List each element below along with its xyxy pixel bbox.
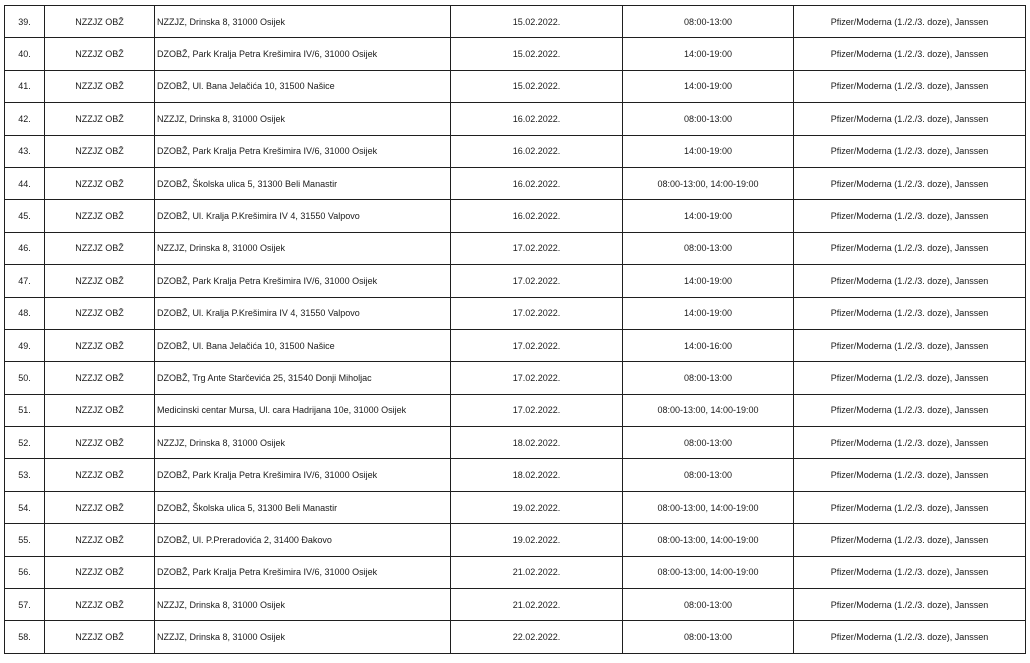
location-cell: DZOBŽ, Park Kralja Petra Krešimira IV/6, 31000 Osijek: [155, 38, 451, 70]
date-cell: 16.02.2022.: [451, 167, 623, 199]
time-cell: 14:00-19:00: [623, 135, 794, 167]
row-number: 46.: [5, 232, 45, 264]
vaccine-cell: Pfizer/Moderna (1./2./3. doze), Janssen: [794, 491, 1026, 523]
date-cell: 15.02.2022.: [451, 70, 623, 102]
time-cell: 14:00-19:00: [623, 38, 794, 70]
row-number: 41.: [5, 70, 45, 102]
location-cell: DZOBŽ, Park Kralja Petra Krešimira IV/6, 31000 Osijek: [155, 459, 451, 491]
vaccine-cell: Pfizer/Moderna (1./2./3. doze), Janssen: [794, 6, 1026, 38]
organization-cell: NZZJZ OBŽ: [45, 329, 155, 361]
location-cell: DZOBŽ, Ul. Bana Jelačića 10, 31500 Našice: [155, 70, 451, 102]
row-number: 47.: [5, 265, 45, 297]
time-cell: 08:00-13:00: [623, 459, 794, 491]
time-cell: 14:00-19:00: [623, 297, 794, 329]
date-cell: 17.02.2022.: [451, 232, 623, 264]
row-number: 45.: [5, 200, 45, 232]
date-cell: 16.02.2022.: [451, 103, 623, 135]
table-row: [5, 167, 1026, 199]
time-cell: 08:00-13:00: [623, 232, 794, 264]
time-cell: 14:00-16:00: [623, 329, 794, 361]
organization-cell: NZZJZ OBŽ: [45, 621, 155, 653]
location-cell: DZOBŽ, Školska ulica 5, 31300 Beli Manastir: [155, 167, 451, 199]
date-cell: 16.02.2022.: [451, 200, 623, 232]
location-cell: DZOBŽ, Ul. Kralja P.Krešimira IV 4, 31550 Valpovo: [155, 297, 451, 329]
organization-cell: NZZJZ OBŽ: [45, 232, 155, 264]
table-row: [5, 265, 1026, 297]
date-cell: 17.02.2022.: [451, 297, 623, 329]
organization-cell: NZZJZ OBŽ: [45, 200, 155, 232]
time-cell: 08:00-13:00: [623, 427, 794, 459]
time-cell: 14:00-19:00: [623, 70, 794, 102]
row-number: 55.: [5, 524, 45, 556]
date-cell: 21.02.2022.: [451, 556, 623, 588]
time-cell: 08:00-13:00, 14:00-19:00: [623, 491, 794, 523]
vaccine-cell: Pfizer/Moderna (1./2./3. doze), Janssen: [794, 232, 1026, 264]
time-cell: 08:00-13:00, 14:00-19:00: [623, 556, 794, 588]
vaccine-cell: Pfizer/Moderna (1./2./3. doze), Janssen: [794, 200, 1026, 232]
organization-cell: NZZJZ OBŽ: [45, 459, 155, 491]
date-cell: 18.02.2022.: [451, 459, 623, 491]
table-row: [5, 621, 1026, 653]
organization-cell: NZZJZ OBŽ: [45, 427, 155, 459]
table-row: [5, 135, 1026, 167]
organization-cell: NZZJZ OBŽ: [45, 103, 155, 135]
row-number: 43.: [5, 135, 45, 167]
date-cell: 15.02.2022.: [451, 38, 623, 70]
vaccination-schedule-table: [4, 5, 1026, 654]
time-cell: 08:00-13:00, 14:00-19:00: [623, 524, 794, 556]
location-cell: DZOBŽ, Školska ulica 5, 31300 Beli Manastir: [155, 491, 451, 523]
row-number: 40.: [5, 38, 45, 70]
organization-cell: NZZJZ OBŽ: [45, 394, 155, 426]
time-cell: 08:00-13:00: [623, 362, 794, 394]
date-cell: 18.02.2022.: [451, 427, 623, 459]
date-cell: 17.02.2022.: [451, 265, 623, 297]
date-cell: 17.02.2022.: [451, 362, 623, 394]
location-cell: NZZJZ, Drinska 8, 31000 Osijek: [155, 6, 451, 38]
vaccine-cell: Pfizer/Moderna (1./2./3. doze), Janssen: [794, 265, 1026, 297]
organization-cell: NZZJZ OBŽ: [45, 135, 155, 167]
vaccine-cell: Pfizer/Moderna (1./2./3. doze), Janssen: [794, 459, 1026, 491]
table-row: [5, 70, 1026, 102]
time-cell: 08:00-13:00: [623, 621, 794, 653]
organization-cell: NZZJZ OBŽ: [45, 589, 155, 621]
table-row: [5, 589, 1026, 621]
organization-cell: NZZJZ OBŽ: [45, 524, 155, 556]
vaccine-cell: Pfizer/Moderna (1./2./3. doze), Janssen: [794, 167, 1026, 199]
location-cell: NZZJZ, Drinska 8, 31000 Osijek: [155, 621, 451, 653]
vaccination-schedule-table-container: [4, 5, 1025, 654]
location-cell: DZOBŽ, Trg Ante Starčevića 25, 31540 Donji Miholjac: [155, 362, 451, 394]
row-number: 39.: [5, 6, 45, 38]
location-cell: DZOBŽ, Park Kralja Petra Krešimira IV/6, 31000 Osijek: [155, 265, 451, 297]
vaccine-cell: Pfizer/Moderna (1./2./3. doze), Janssen: [794, 621, 1026, 653]
vaccine-cell: Pfizer/Moderna (1./2./3. doze), Janssen: [794, 394, 1026, 426]
organization-cell: NZZJZ OBŽ: [45, 491, 155, 523]
location-cell: Medicinski centar Mursa, Ul. cara Hadrijana 10e, 31000 Osijek: [155, 394, 451, 426]
row-number: 50.: [5, 362, 45, 394]
date-cell: 17.02.2022.: [451, 394, 623, 426]
row-number: 48.: [5, 297, 45, 329]
table-row: [5, 103, 1026, 135]
table-row: [5, 6, 1026, 38]
table-row: [5, 394, 1026, 426]
table-row: [5, 491, 1026, 523]
table-row: [5, 427, 1026, 459]
row-number: 56.: [5, 556, 45, 588]
row-number: 57.: [5, 589, 45, 621]
vaccine-cell: Pfizer/Moderna (1./2./3. doze), Janssen: [794, 103, 1026, 135]
location-cell: DZOBŽ, Ul. Kralja P.Krešimira IV 4, 31550 Valpovo: [155, 200, 451, 232]
location-cell: DZOBŽ, Park Kralja Petra Krešimira IV/6, 31000 Osijek: [155, 135, 451, 167]
row-number: 44.: [5, 167, 45, 199]
location-cell: NZZJZ, Drinska 8, 31000 Osijek: [155, 427, 451, 459]
organization-cell: NZZJZ OBŽ: [45, 297, 155, 329]
organization-cell: NZZJZ OBŽ: [45, 265, 155, 297]
time-cell: 08:00-13:00: [623, 6, 794, 38]
vaccine-cell: Pfizer/Moderna (1./2./3. doze), Janssen: [794, 589, 1026, 621]
date-cell: 22.02.2022.: [451, 621, 623, 653]
time-cell: 08:00-13:00, 14:00-19:00: [623, 167, 794, 199]
table-row: [5, 329, 1026, 361]
organization-cell: NZZJZ OBŽ: [45, 70, 155, 102]
time-cell: 14:00-19:00: [623, 200, 794, 232]
location-cell: NZZJZ, Drinska 8, 31000 Osijek: [155, 103, 451, 135]
table-row: [5, 38, 1026, 70]
vaccine-cell: Pfizer/Moderna (1./2./3. doze), Janssen: [794, 70, 1026, 102]
row-number: 42.: [5, 103, 45, 135]
location-cell: DZOBŽ, Park Kralja Petra Krešimira IV/6, 31000 Osijek: [155, 556, 451, 588]
table-row: [5, 524, 1026, 556]
table-row: [5, 556, 1026, 588]
location-cell: NZZJZ, Drinska 8, 31000 Osijek: [155, 232, 451, 264]
row-number: 54.: [5, 491, 45, 523]
date-cell: 15.02.2022.: [451, 6, 623, 38]
time-cell: 08:00-13:00: [623, 589, 794, 621]
location-cell: DZOBŽ, Ul. P.Preradovića 2, 31400 Đakovo: [155, 524, 451, 556]
time-cell: 08:00-13:00: [623, 103, 794, 135]
date-cell: 19.02.2022.: [451, 524, 623, 556]
date-cell: 19.02.2022.: [451, 491, 623, 523]
vaccine-cell: Pfizer/Moderna (1./2./3. doze), Janssen: [794, 135, 1026, 167]
date-cell: 16.02.2022.: [451, 135, 623, 167]
location-cell: DZOBŽ, Ul. Bana Jelačića 10, 31500 Našice: [155, 329, 451, 361]
time-cell: 14:00-19:00: [623, 265, 794, 297]
row-number: 49.: [5, 329, 45, 361]
organization-cell: NZZJZ OBŽ: [45, 556, 155, 588]
vaccine-cell: Pfizer/Moderna (1./2./3. doze), Janssen: [794, 38, 1026, 70]
row-number: 58.: [5, 621, 45, 653]
date-cell: 21.02.2022.: [451, 589, 623, 621]
table-row: [5, 232, 1026, 264]
vaccine-cell: Pfizer/Moderna (1./2./3. doze), Janssen: [794, 362, 1026, 394]
table-row: [5, 362, 1026, 394]
location-cell: NZZJZ, Drinska 8, 31000 Osijek: [155, 589, 451, 621]
organization-cell: NZZJZ OBŽ: [45, 362, 155, 394]
table-row: [5, 200, 1026, 232]
table-body: [5, 6, 1026, 654]
table-row: [5, 459, 1026, 491]
organization-cell: NZZJZ OBŽ: [45, 6, 155, 38]
time-cell: 08:00-13:00, 14:00-19:00: [623, 394, 794, 426]
organization-cell: NZZJZ OBŽ: [45, 167, 155, 199]
date-cell: 17.02.2022.: [451, 329, 623, 361]
row-number: 53.: [5, 459, 45, 491]
vaccine-cell: Pfizer/Moderna (1./2./3. doze), Janssen: [794, 329, 1026, 361]
vaccine-cell: Pfizer/Moderna (1./2./3. doze), Janssen: [794, 524, 1026, 556]
row-number: 52.: [5, 427, 45, 459]
vaccine-cell: Pfizer/Moderna (1./2./3. doze), Janssen: [794, 427, 1026, 459]
table-row: [5, 297, 1026, 329]
organization-cell: NZZJZ OBŽ: [45, 38, 155, 70]
row-number: 51.: [5, 394, 45, 426]
vaccine-cell: Pfizer/Moderna (1./2./3. doze), Janssen: [794, 297, 1026, 329]
vaccine-cell: Pfizer/Moderna (1./2./3. doze), Janssen: [794, 556, 1026, 588]
